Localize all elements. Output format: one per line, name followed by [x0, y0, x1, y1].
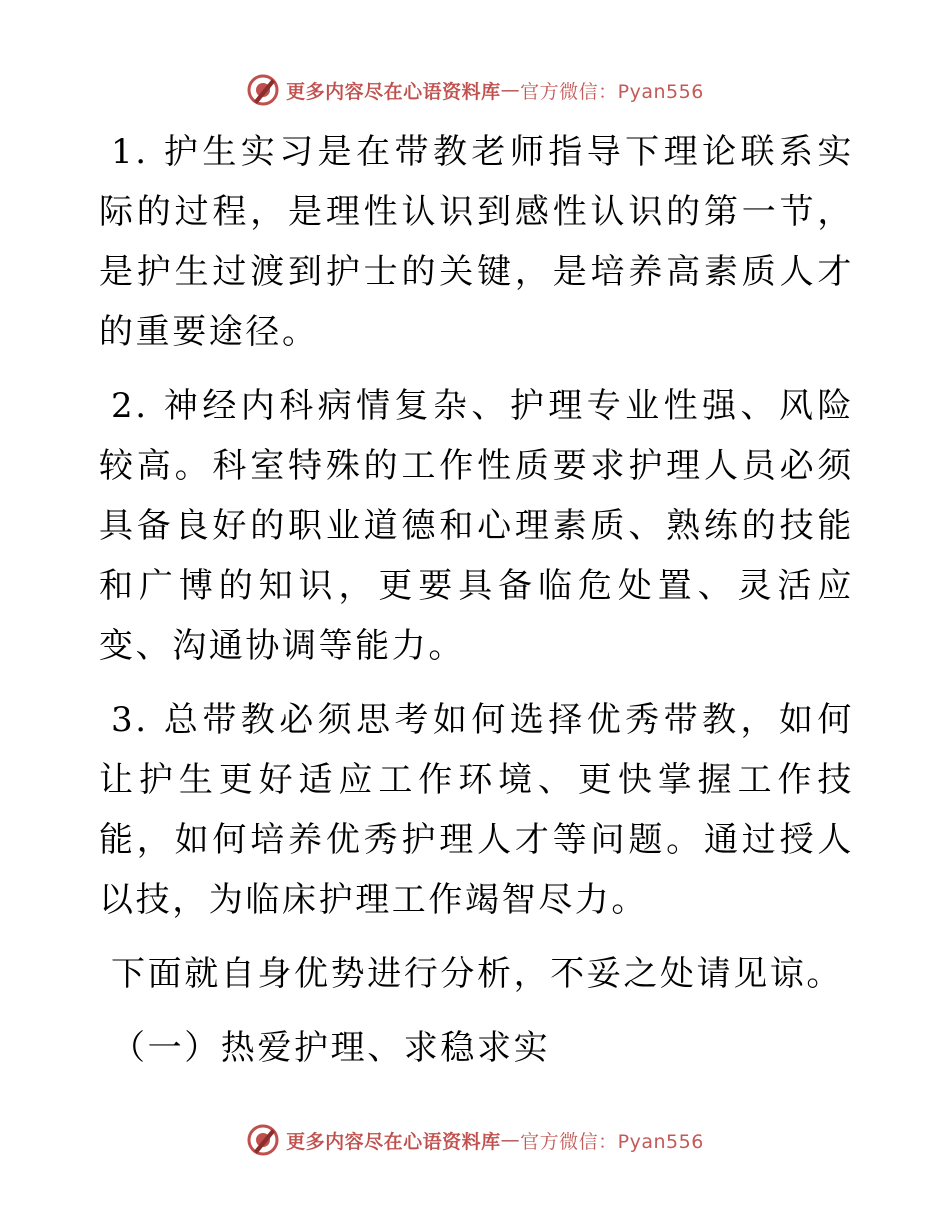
paragraph-2: 2. 神经内科病情复杂、护理专业性强、风险较高。科室特殊的工作性质要求护理人员必须具备良好的职业道德和心理素质、熟练的技能和广博的知识，更要具备临危处置、灵活应变、沟通协调等能力。	[99, 386, 854, 666]
watermark-main-text: 更多内容尽在心语资料库	[286, 1130, 501, 1153]
section-heading: （一）热爱护理、求稳求实	[111, 1028, 551, 1068]
paragraph-3: 3. 总带教必须思考如何选择优秀带教，如何让护生更好适应工作环境、更快掌握工作技能，如何培养优秀护理人才等问题。通过授人以技，为临床护理工作竭智尽力。	[99, 700, 854, 920]
paragraph-1: 1. 护生实习是在带教老师指导下理论联系实际的过程，是理性认识到感性认识的第一节，是护生过渡到护士的关键，是培养高素质人才的重要途径。	[99, 132, 854, 352]
watermark-separator: —	[500, 79, 521, 101]
watermark-wechat-text: 官方微信：Pyan556	[520, 80, 704, 103]
watermark-wechat-text: 官方微信：Pyan556	[520, 1130, 704, 1153]
footer-watermark	[0, 1120, 950, 1160]
watermark-main-text: 更多内容尽在心语资料库	[286, 80, 501, 103]
pen-logo-icon	[246, 73, 280, 107]
pen-logo-icon	[246, 1123, 280, 1157]
document-body	[99, 122, 854, 1092]
paragraph-4: 下面就自身优势进行分析，不妥之处请见谅。	[111, 954, 843, 994]
watermark-separator: —	[500, 1129, 521, 1151]
header-watermark	[0, 70, 950, 110]
